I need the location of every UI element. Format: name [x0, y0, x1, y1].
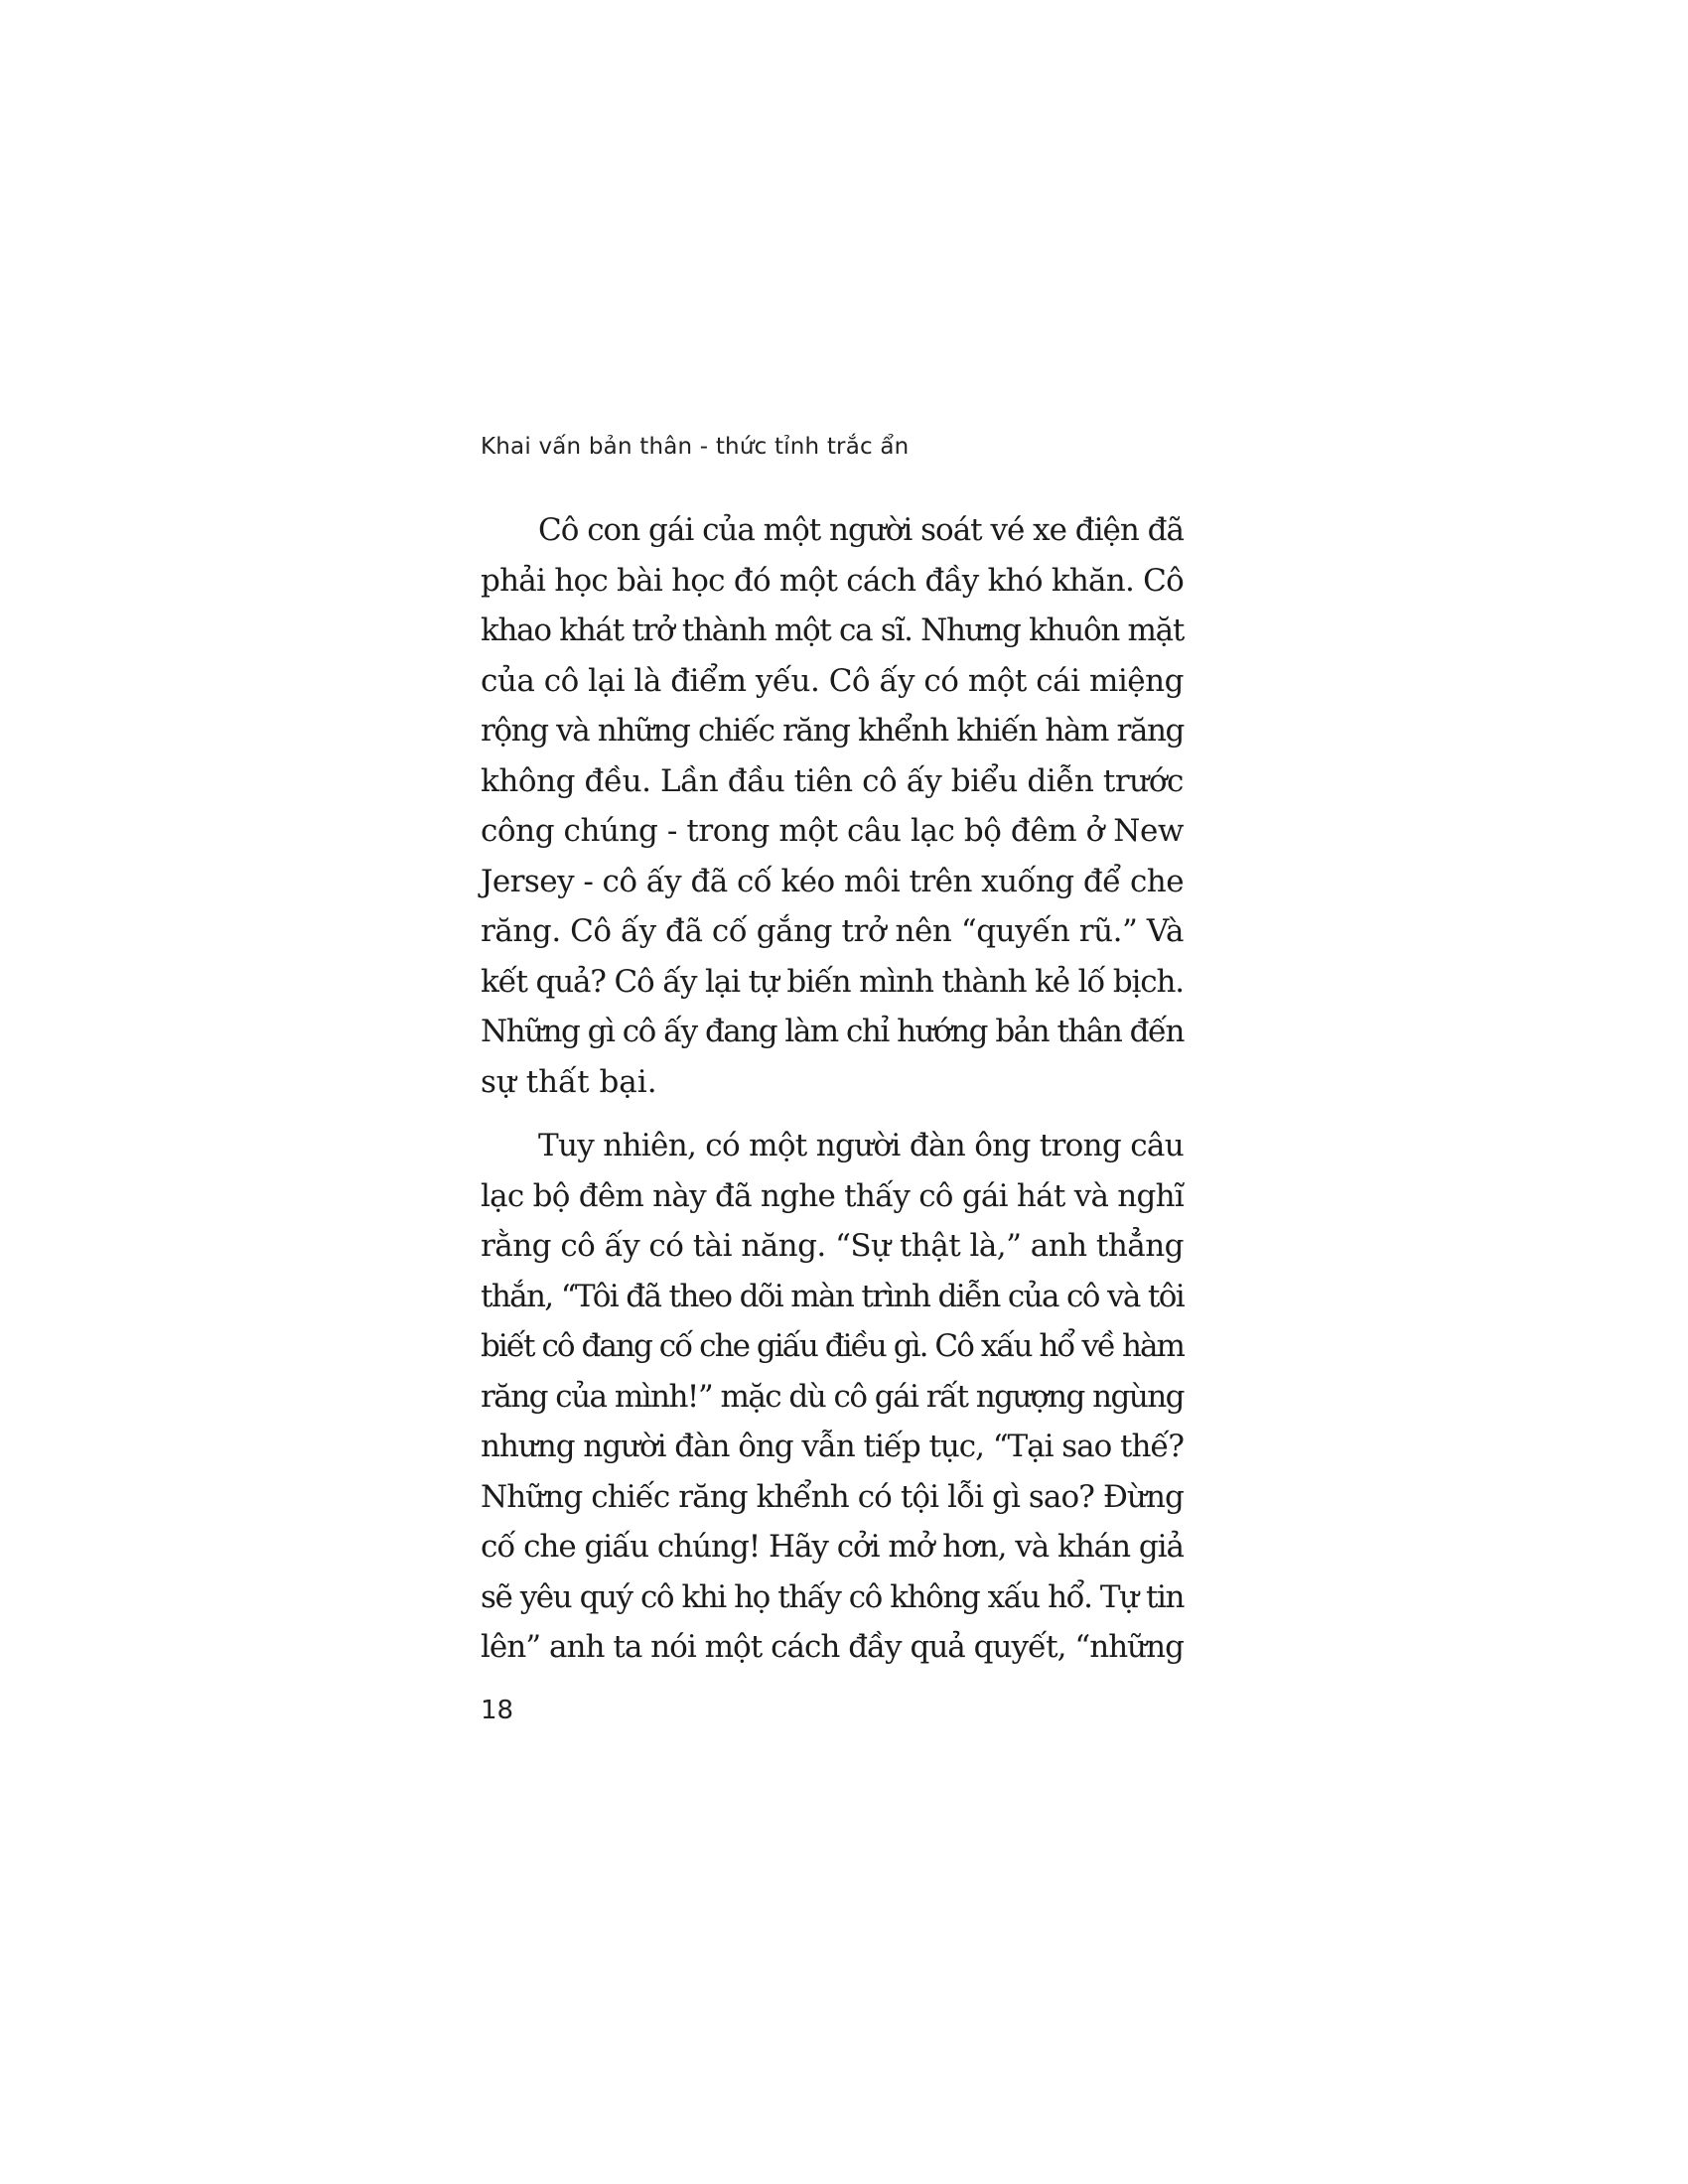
text-line: Những chiếc răng khểnh có tội lỗi gì sao? Đừng	[481, 1478, 1184, 1515]
text-line: lên” anh ta nói một cách đầy quả quyết, “những	[481, 1629, 1184, 1665]
text-line: sẽ yêu quý cô khi họ thấy cô không xấu hổ. Tự tin	[481, 1578, 1185, 1615]
text-line: thắn, “Tôi đã theo dõi màn trình diễn của cô và tôi	[481, 1278, 1184, 1314]
text-line: lạc bộ đêm này đã nghe thấy cô gái hát và nghĩ	[481, 1177, 1184, 1214]
text-line: không đều. Lần đầu tiên cô ấy biểu diễn trước	[481, 762, 1184, 799]
text-line: sự thất bại.	[481, 1063, 657, 1100]
text-line: của cô lại là điểm yếu. Cô ấy có một cái miệng	[481, 662, 1184, 699]
page-number: 18	[481, 1696, 514, 1725]
text-line: cố che giấu chúng! Hãy cởi mở hơn, và khán giả	[481, 1529, 1184, 1565]
text-line: răng của mình!” mặc dù cô gái rất ngượng ngùng	[481, 1378, 1184, 1415]
text-line: kết quả? Cô ấy lại tự biến mình thành kẻ lố bịch.	[481, 963, 1184, 1000]
text-line: khao khát trở thành một ca sĩ. Nhưng khuôn mặt	[481, 613, 1184, 648]
paragraph-2	[481, 1121, 1184, 1673]
text-line: rằng cô ấy có tài năng. “Sự thật là,” anh thẳng	[481, 1228, 1184, 1264]
text-line: Tuy nhiên, có một người đàn ông trong câu	[538, 1128, 1184, 1163]
text-line: công chúng - trong một câu lạc bộ đêm ở New	[481, 813, 1184, 849]
paragraph-1	[481, 505, 1184, 1107]
text-line: nhưng người đàn ông vẫn tiếp tục, “Tại sao thế?	[481, 1429, 1184, 1464]
text-line: phải học bài học đó một cách đầy khó khăn. Cô	[481, 562, 1184, 599]
running-header: Khai vấn bản thân - thức tỉnh trắc ẩn	[481, 434, 910, 460]
text-line: rộng và những chiếc răng khểnh khiến hàm răng	[481, 713, 1184, 749]
text-line: biết cô đang cố che giấu điều gì. Cô xấu hổ về hàm	[481, 1328, 1184, 1364]
text-line: răng. Cô ấy đã cố gắng trở nên “quyến rũ.” Và	[481, 913, 1184, 949]
text-line: Cô con gái của một người soát vé xe điện đã	[538, 512, 1184, 548]
text-line: Những gì cô ấy đang làm chỉ hướng bản thân đến	[481, 1014, 1184, 1049]
text-line: Jersey - cô ấy đã cố kéo môi trên xuống để che	[481, 863, 1184, 899]
